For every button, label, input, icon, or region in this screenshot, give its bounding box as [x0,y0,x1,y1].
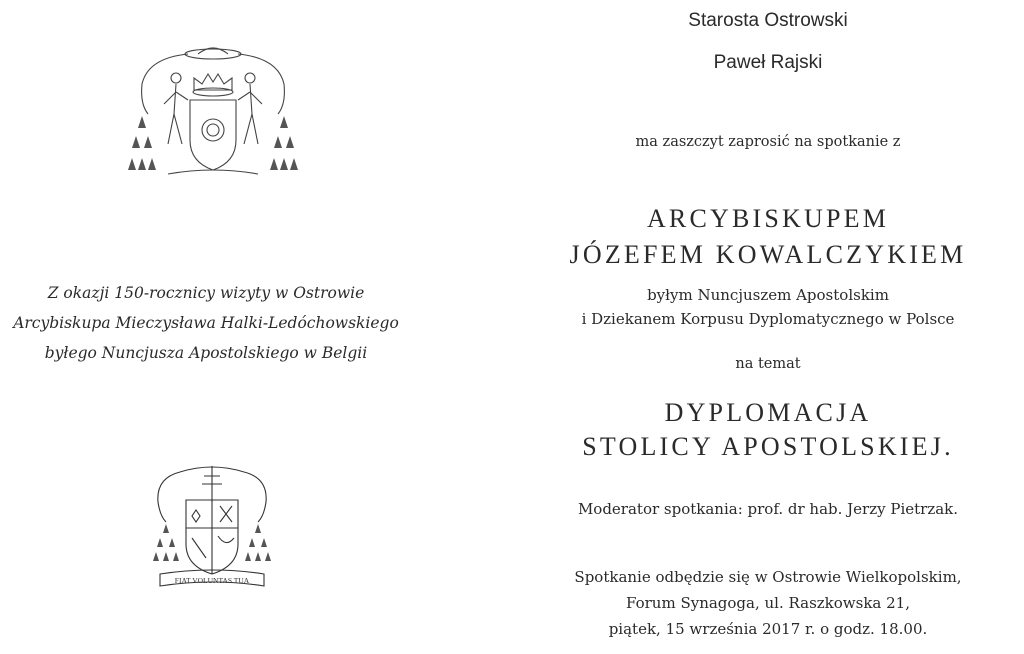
venue-line: Forum Synagoga, ul. Raszkowska 21, [626,594,910,612]
guest-name: JÓZEFEM KOWALCZYKIEM [569,240,967,269]
topic-title-line: STOLICY APOSTOLSKIEJ. [582,432,954,461]
guest-title: ARCYBISKUPEM [646,204,890,233]
host-title: Starosta Ostrowski [688,10,848,31]
guest-role-line: byłym Nuncjuszem Apostolskim [647,286,889,304]
moderator-text: Moderator spotkania: prof. dr hab. Jerzy Pietrzak. [577,500,959,518]
guest-role-line: i Dziekanem Korpusu Dyplomatycznego w Polsce [581,310,955,328]
occasion-line: Arcybiskupa Mieczysława Halki-Ledóchowskiego [13,314,399,332]
venue-line: Spotkanie odbędzie się w Ostrowie Wielkopolskim, [574,568,962,586]
host-name: Paweł Rajski [713,52,823,73]
date-time-line: piątek, 15 września 2017 r. o godz. 18.00. [608,620,928,638]
occasion-text [0,278,412,368]
topic-intro: na temat [735,356,801,372]
occasion-line: byłego Nuncjusza Apostolskiego w Belgii [44,344,368,362]
coat-of-arms-halka-ledochowski [128,44,298,186]
coat-of-arms-kowalczyk [150,462,274,590]
topic-title-line: DYPLOMACJA [664,398,872,427]
occasion-line: Z okazji 150-rocznicy wizyty w Ostrowie [47,284,365,302]
motto-text: FIAT VOLUNTAS TUA [174,576,250,585]
invite-text: ma zaszczyt zaprosić na spotkanie z [635,134,901,150]
right-page [512,0,1024,654]
